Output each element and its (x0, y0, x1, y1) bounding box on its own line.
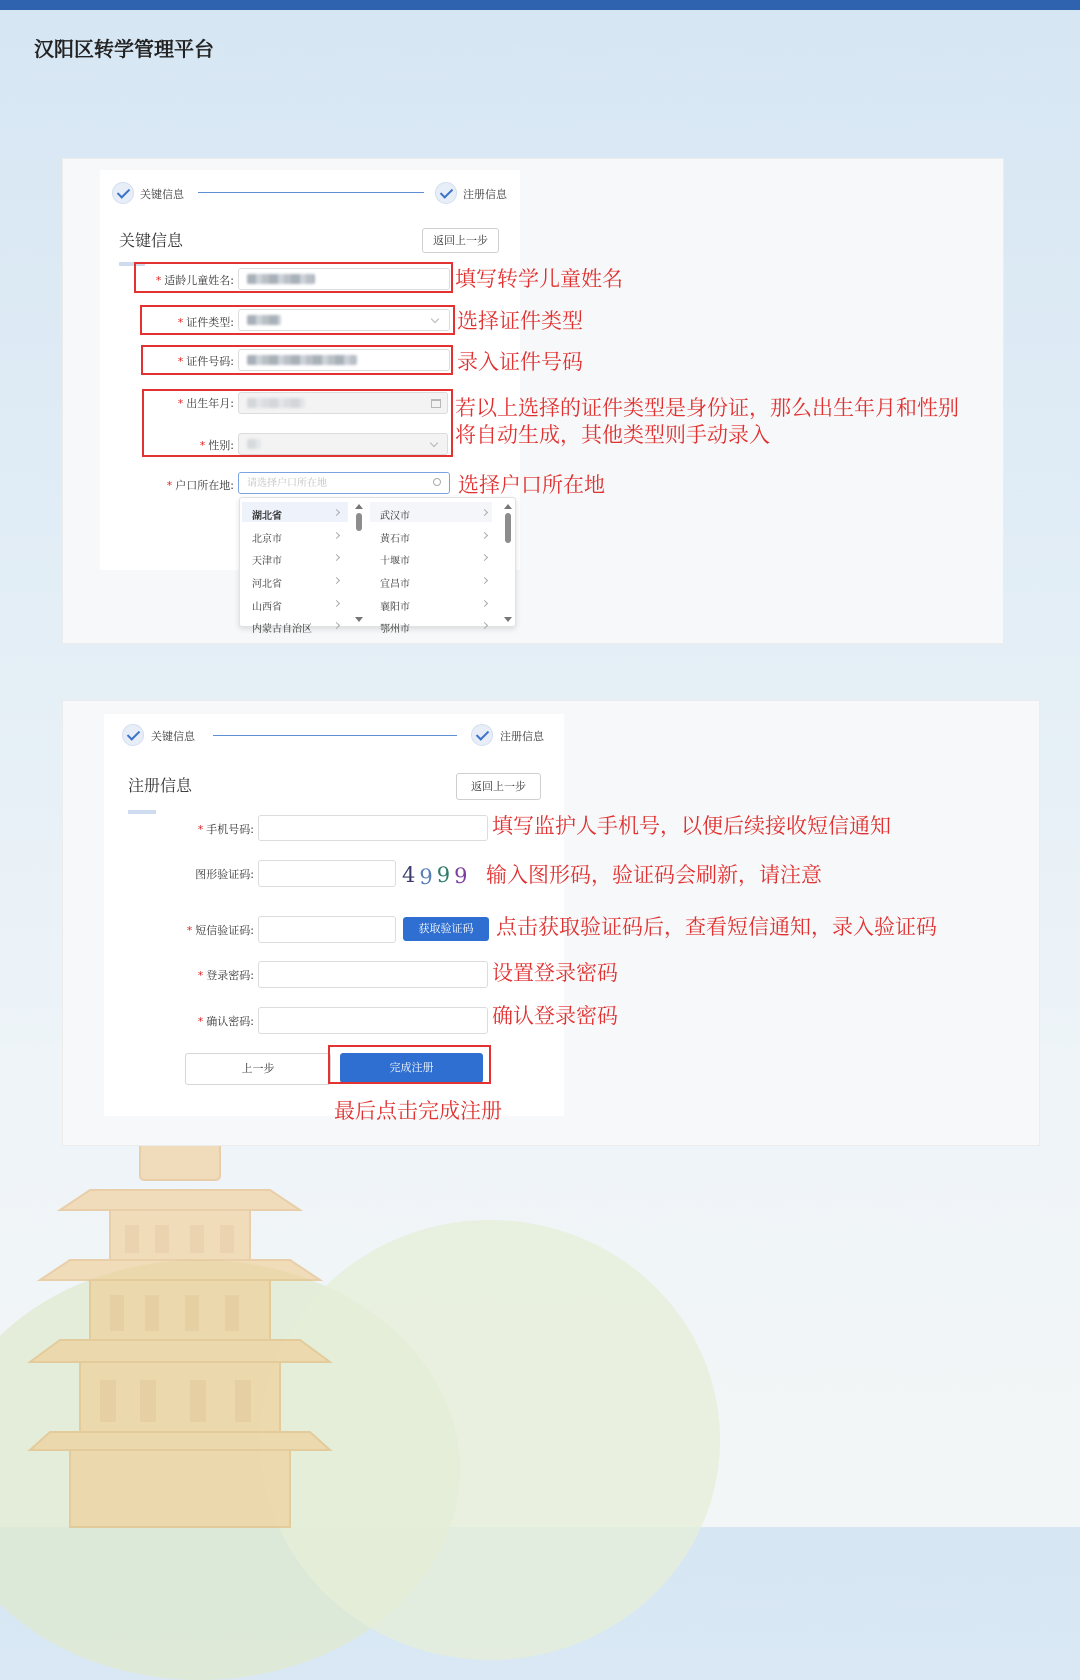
chevron-right-icon (333, 532, 340, 539)
step-connector (198, 192, 424, 193)
step-label-register-info: 注册信息 (500, 730, 544, 743)
household-select[interactable] (238, 472, 450, 494)
step-check-icon (122, 724, 144, 746)
back-button[interactable]: 返回上一步 (456, 773, 541, 800)
city-scrollbar[interactable] (505, 513, 511, 543)
password-input[interactable] (258, 961, 488, 988)
section-title: 注册信息 (128, 776, 193, 795)
child-name-label: * 适龄儿童姓名: (155, 274, 234, 287)
highlight-box (140, 305, 455, 335)
scroll-down-arrow[interactable] (504, 617, 512, 622)
household-label: * 户口所在地: (166, 479, 234, 492)
birth-month-label: * 出生年月: (177, 397, 234, 410)
complete-register-button[interactable]: 完成注册 (340, 1053, 483, 1083)
captcha-input[interactable] (258, 860, 396, 887)
annotation-submit: 最后点击完成注册 (334, 1099, 502, 1123)
province-item[interactable]: 内蒙古自治区 (252, 624, 312, 635)
scroll-up-arrow[interactable] (504, 504, 512, 509)
annotation-child-name: 填写转学儿童姓名 (455, 267, 623, 291)
confirm-password-label: * 确认密码: (197, 1015, 254, 1028)
background-tower-illustration (30, 1130, 330, 1527)
chevron-right-icon (481, 532, 488, 539)
captcha-label: 图形验证码: (195, 868, 254, 881)
search-icon (433, 478, 441, 486)
annotation-auto-line1: 若以上选择的证件类型是身份证，那么出生年月和性别 (455, 396, 959, 420)
captcha-char: 9 (436, 863, 455, 887)
city-item[interactable]: 黄石市 (380, 534, 410, 545)
prev-step-button[interactable]: 上一步 (185, 1053, 331, 1085)
phone-input[interactable] (258, 815, 488, 841)
captcha-char: 9 (454, 864, 472, 888)
step-label-register-info: 注册信息 (463, 188, 507, 201)
city-item[interactable]: 宜昌市 (380, 579, 410, 590)
city-item[interactable]: 襄阳市 (380, 602, 410, 613)
phone-label: * 手机号码: (197, 823, 254, 836)
annotation-sms-code: 点击获取验证码后，查看短信通知，录入验证码 (496, 915, 937, 939)
annotation-password: 设置登录密码 (492, 961, 618, 985)
step-check-icon (471, 724, 493, 746)
captcha-char: 9 (419, 865, 437, 889)
annotation-confirm-password: 确认登录密码 (492, 1004, 618, 1028)
province-scrollbar[interactable] (356, 513, 362, 531)
highlight-box (134, 262, 453, 293)
id-number-label: * 证件号码: (177, 355, 234, 368)
household-placeholder: 请选择户口所在地 (247, 478, 327, 489)
highlight-box (328, 1045, 491, 1084)
province-item[interactable]: 河北省 (252, 579, 282, 590)
step-label-key-info: 关键信息 (140, 188, 184, 201)
city-item[interactable]: 鄂州市 (380, 624, 410, 635)
annotation-captcha: 输入图形码，验证码会刷新，请注意 (486, 863, 822, 887)
step-check-icon (435, 182, 457, 204)
chevron-right-icon (333, 600, 340, 607)
highlight-box (142, 389, 453, 457)
scroll-up-arrow[interactable] (355, 504, 363, 509)
section-title: 关键信息 (119, 231, 184, 250)
chevron-right-icon (481, 577, 488, 584)
chevron-right-icon (481, 554, 488, 561)
password-label: * 登录密码: (197, 969, 254, 982)
annotation-auto-line2: 将自动生成，其他类型则手动录入 (455, 423, 770, 447)
get-sms-code-button[interactable]: 获取验证码 (403, 917, 489, 941)
household-cascader-dropdown (239, 497, 516, 635)
province-item[interactable]: 湖北省 (252, 511, 282, 522)
annotation-household: 选择户口所在地 (458, 473, 605, 497)
city-item[interactable]: 十堰市 (380, 556, 410, 567)
captcha-char: 4 (402, 863, 420, 887)
chevron-right-icon (333, 577, 340, 584)
scroll-down-arrow[interactable] (355, 617, 363, 622)
highlight-box (141, 345, 453, 375)
step-check-icon (112, 182, 134, 204)
annotation-id-type: 选择证件类型 (457, 309, 583, 333)
confirm-password-input[interactable] (258, 1007, 488, 1034)
captcha-image[interactable] (402, 863, 472, 887)
app-title: 汉阳区转学管理平台 (34, 37, 214, 61)
back-button[interactable]: 返回上一步 (422, 228, 499, 253)
province-item[interactable]: 北京市 (252, 534, 282, 545)
province-item[interactable]: 天津市 (252, 556, 282, 567)
sms-code-label: * 短信验证码: (186, 924, 254, 937)
section-title-underline (128, 810, 156, 814)
step-connector (213, 735, 457, 736)
step-label-key-info: 关键信息 (151, 730, 195, 743)
sms-code-input[interactable] (258, 916, 396, 943)
province-item[interactable]: 山西省 (252, 602, 282, 613)
city-item[interactable]: 武汉市 (380, 511, 410, 522)
annotation-phone: 填写监护人手机号，以便后续接收短信通知 (492, 814, 891, 838)
id-type-label: * 证件类型: (177, 316, 234, 329)
gender-label: * 性别: (199, 439, 234, 452)
chevron-right-icon (333, 554, 340, 561)
chevron-right-icon (481, 600, 488, 607)
annotation-id-number: 录入证件号码 (457, 350, 583, 374)
top-brand-bar (0, 0, 1080, 10)
